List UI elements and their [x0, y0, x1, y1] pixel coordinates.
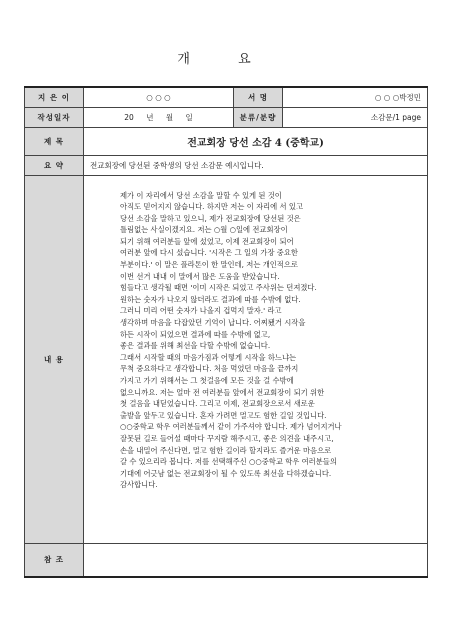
content-line: 그래서 시작할 때의 마음가짐과 어떻게 시작을 하느냐는	[120, 352, 297, 362]
content-line: 되기 위해 여러분들 앞에 섰었고, 이제 전교회장이 되어	[120, 236, 294, 246]
category-label: 분류/분량	[234, 107, 283, 127]
content-line: 잘못된 길로 들어설 때마다 꾸지람 해주시고, 좋은 의견을 내주시고,	[120, 433, 334, 443]
content-line: ○○중학교 학우 여러분들께서 같이 가주셔야 합니다. 제가 넘어지거나	[120, 422, 342, 432]
content-line: 틀림없는 사실이겠지요. 저는 ○월 ○일에 전교회장이	[120, 225, 288, 235]
content-lines	[120, 190, 417, 491]
subject-value: 전교회장 당선 소감 4 (중학교)	[84, 127, 428, 155]
content-body	[84, 175, 428, 543]
content-line: 그러니 미리 어떤 숫자가 나올지 겁먹지 말자.' 라고	[120, 306, 282, 316]
author-value: ○ ○ ○	[84, 87, 234, 107]
signature-value: ○ ○ ○박정민	[283, 87, 428, 107]
signature-label: 서 명	[234, 87, 283, 107]
content-line: 생각하며 마음을 다잡았던 기억이 납니다. 어찌됐거 시작을	[120, 318, 306, 328]
summary-label: 요 약	[25, 155, 84, 175]
page-title: 개 요	[177, 52, 273, 67]
content-line: 무척 중요하다고 생각합니다. 처음 먹었던 마음을 끝까지	[120, 364, 299, 374]
content-line: 하든 시작이 되었으면 결과에 따를 수밖에 없고,	[120, 329, 271, 339]
content-line: 기대에 어긋남 없는 전교회장이 될 수 있도록 최선을 다하겠습니다.	[120, 468, 332, 478]
reference-label: 참 조	[25, 543, 84, 577]
category-value: 소감문/1 page	[283, 107, 428, 127]
content-line: 가지고 가기 위해서는 그 첫걸음에 모든 것을 걸 수밖에	[120, 376, 294, 385]
content-line: 원하는 숫자가 나오지 않더라도 결과에 따를 수밖에 없다.	[120, 294, 301, 304]
content-line: 힘들다고 생각될 때면 '이미 시작은 되었고 주사위는 던져졌다.	[120, 283, 317, 293]
subject-label: 제 목	[25, 127, 84, 155]
reference-value	[84, 543, 428, 577]
content-line: 갈 수 있으리라 봅니다. 저를 선택해주신 ○○중학교 학우 여러분들의	[120, 457, 337, 467]
content-line: 제가 이 자리에서 당선 소감을 말할 수 있게 된 것이	[120, 190, 282, 200]
date-label: 작성일자	[25, 107, 84, 127]
content-line: 여러분 앞에 다시 섰습니다. '시작은 그 일의 가장 중요한	[120, 248, 298, 258]
content-line: 손을 내밀어 주신다면, 멀고 험한 길이라 할지라도 즐거운 마음으로	[120, 445, 332, 455]
date-value: 20 년 월 일	[84, 107, 234, 127]
content-line: 이번 선거 내내 이 말에서 많은 도움을 받았습니다.	[120, 271, 280, 281]
content-line: 부분이다.' 이 말은 플라톤이 한 말인데, 저는 개인적으로	[120, 260, 298, 270]
content-line: 좋은 결과를 위해 최선을 다할 수밖에 없습니다.	[120, 341, 271, 351]
summary-value: 전교회장에 당선된 중학생의 당선 소감문 예시입니다.	[84, 155, 428, 175]
author-label: 지 은 이	[25, 87, 84, 107]
content-line: 당선 소감을 말하고 있으니, 제가 전교회장에 당선된 것은	[120, 213, 301, 223]
content-line: 아직도 믿어지지 않습니다. 하지만 저는 이 자리에 서 있고	[120, 202, 303, 212]
content-label: 내 용	[25, 175, 84, 543]
content-line: 감사합니다.	[120, 480, 158, 490]
content-line: 없으니까요. 저는 얼마 전 여러분들 앞에서 전교회장이 되기 위한	[120, 387, 325, 397]
content-line: 첫 걸음을 내딛었습니다. 그리고 이제, 전교회장으로서 새로운	[120, 399, 315, 409]
content-line: 출발을 앞두고 있습니다. 혼자 가려면 멀고도 험한 길일 것입니다.	[120, 410, 327, 420]
document-form-table	[24, 86, 428, 578]
